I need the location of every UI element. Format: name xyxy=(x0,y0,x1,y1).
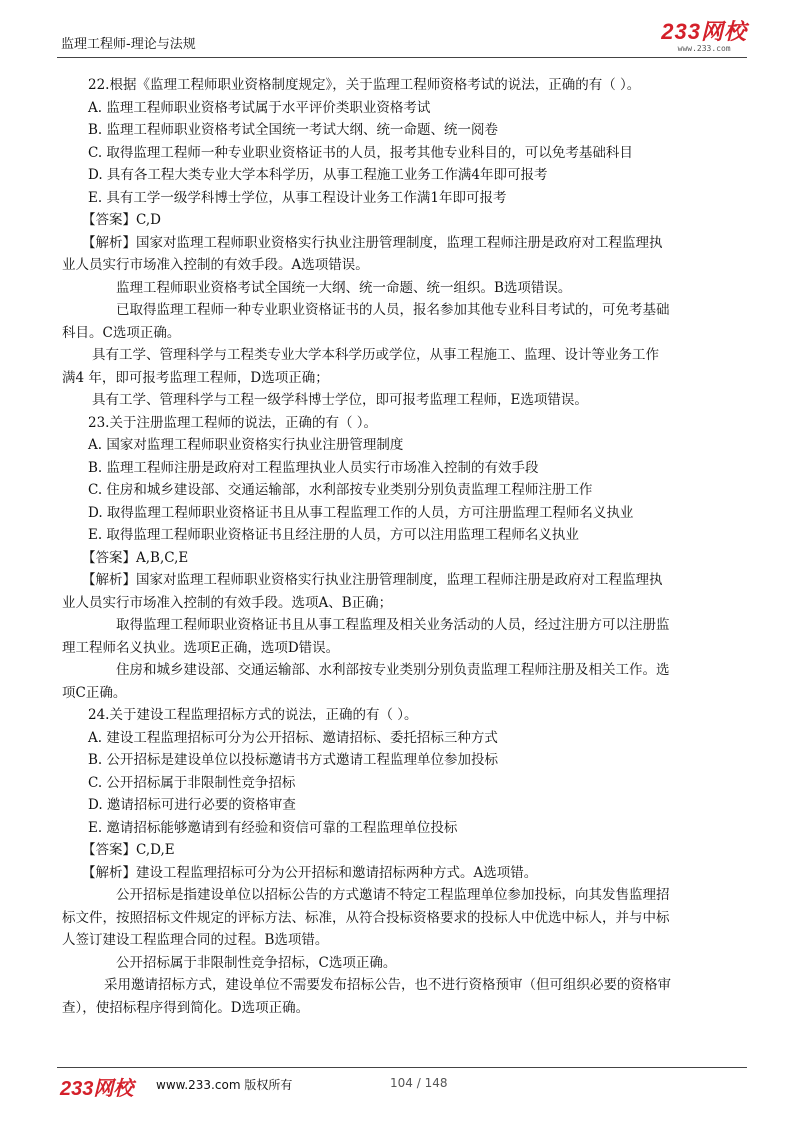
text-line: E. 邀请招标能够邀请到有经验和资信可靠的工程监理单位投标 xyxy=(88,819,458,836)
text-line: 人签订建设工程监理合同的过程。B选项错。 xyxy=(62,932,329,948)
text-line: 【解析】国家对监理工程师职业资格实行执业注册管理制度，监理工程师注册是政府对工程监理执 xyxy=(82,572,663,588)
header-divider xyxy=(57,57,747,58)
text-line: 标文件，按照招标文件规定的评标方法、标准，从符合投标资格要求的投标人中优选中标人，并与中标 xyxy=(62,909,670,926)
text-line: D. 取得监理工程师职业资格证书且从事工程监理工作的人员，方可注册监理工程师名义执业 xyxy=(88,504,634,521)
text-line: D. 具有各工程大类专业大学本科学历，从事工程施工业务工作满4年即可报考 xyxy=(88,167,548,183)
footer-copyright: www.233.com 版权所有 xyxy=(156,1078,293,1092)
brand-logo[interactable] xyxy=(661,20,747,53)
text-line: E. 具有工学一级学科博士学位，从事工程设计业务工作满1年即可报考 xyxy=(88,189,507,206)
text-line: 【答案】C,D xyxy=(82,212,161,228)
text-line: 24.关于建设工程监理招标方式的说法，正确的有（ ）。 xyxy=(88,707,418,723)
text-line: B. 监理工程师注册是政府对工程监理执业人员实行市场准入控制的有效手段 xyxy=(88,459,539,476)
text-line: 业人员实行市场准入控制的有效手段。选项A、B正确； xyxy=(62,594,393,611)
text-line: 具有工学、管理科学与工程类专业大学本科学历或学位，从事工程施工、监理、设计等业务工作 xyxy=(92,347,659,363)
text-line: D. 邀请招标可进行必要的资格审查 xyxy=(88,797,296,813)
text-line: 监理工程师职业资格考试全国统一大纲、统一命题、统一组织。B选项错误。 xyxy=(116,279,572,296)
text-line: 公开招标是指建设单位以招标公告的方式邀请不特定工程监理单位参加投标，向其发售监理招 xyxy=(116,887,670,903)
text-line: 满4 年，即可报考监理工程师，D选项正确； xyxy=(62,369,329,386)
text-line: 【解析】国家对监理工程师职业资格实行执业注册管理制度，监理工程师注册是政府对工程监理执 xyxy=(82,234,663,251)
text-line: 业人员实行市场准入控制的有效手段。A选项错误。 xyxy=(62,257,369,273)
text-line: B. 监理工程师职业资格考试全国统一考试大纲、统一命题、统一阅卷 xyxy=(88,122,499,138)
text-line: 23.关于注册监理工程师的说法，正确的有（ ）。 xyxy=(88,414,378,431)
text-line: A. 建设工程监理招标可分为公开招标、邀请招标、委托招标三种方式 xyxy=(88,729,498,746)
text-line: 取得监理工程师职业资格证书且从事工程监理及相关业务活动的人员，经过注册方可以注册监 xyxy=(116,617,670,633)
text-line: 【解析】建设工程监理招标可分为公开招标和邀请招标两种方式。A选项错。 xyxy=(82,864,538,881)
text-line: 【答案】C,D,E xyxy=(82,842,175,858)
text-line: 采用邀请招标方式，建设单位不需要发布招标公告，也不进行资格预审（但可组织必要的资格审 xyxy=(104,977,671,993)
footer-logo[interactable]: 233网校 xyxy=(60,1078,134,1100)
text-line: 理工程师名义执业。选项E正确，选项D错误。 xyxy=(62,639,340,656)
text-line: 住房和城乡建设部、交通运输部、水利部按专业类别分别负责监理工程师注册及相关工作。选 xyxy=(116,662,670,678)
footer-divider xyxy=(57,1067,747,1068)
text-line: 查），使招标程序得到简化。D选项正确。 xyxy=(62,999,310,1016)
text-line: A. 国家对监理工程师职业资格实行执业注册管理制度 xyxy=(88,437,404,453)
text-line: 已取得监理工程师一种专业职业资格证书的人员，报名参加其他专业科目考试的，可免考基础 xyxy=(116,302,670,318)
text-line: 具有工学、管理科学与工程一级学科博士学位，即可报考监理工程师，E选项错误。 xyxy=(92,392,588,408)
page-footer xyxy=(60,1072,750,1102)
text-line: 科目。C选项正确。 xyxy=(62,324,181,341)
text-line: 公开招标属于非限制性竞争招标，C选项正确。 xyxy=(116,954,397,971)
text-line: C. 公开招标属于非限制性竞争招标 xyxy=(88,774,296,791)
page-number: 104 / 148 xyxy=(390,1076,448,1090)
text-line: A. 监理工程师职业资格考试属于水平评价类职业资格考试 xyxy=(88,99,431,116)
page-header xyxy=(57,20,747,58)
text-line: E. 取得监理工程师职业资格证书且经注册的人员，方可以注用监理工程师名义执业 xyxy=(88,527,579,543)
text-line: 【答案】A,B,C,E xyxy=(82,549,189,566)
text-line: C. 住房和城乡建设部、交通运输部，水利部按专业类别分别负责监理工程师注册工作 xyxy=(88,482,593,498)
logo-text: 233网校 xyxy=(661,19,747,44)
logo-url: www.233.com xyxy=(677,44,731,53)
text-line: 项C正确。 xyxy=(62,684,127,701)
text-line: B. 公开招标是建设单位以投标邀请书方式邀请工程监理单位参加投标 xyxy=(88,752,499,768)
text-line: 22.根据《监理工程师职业资格制度规定》，关于监理工程师资格考试的说法，正确的有（ ）。 xyxy=(88,77,641,93)
document-body xyxy=(62,74,734,1019)
text-line: C. 取得监理工程师一种专业职业资格证书的人员，报考其他专业科目的，可以免考基础科目 xyxy=(88,144,633,161)
header-title: 监理工程师-理论与法规 xyxy=(61,37,196,52)
